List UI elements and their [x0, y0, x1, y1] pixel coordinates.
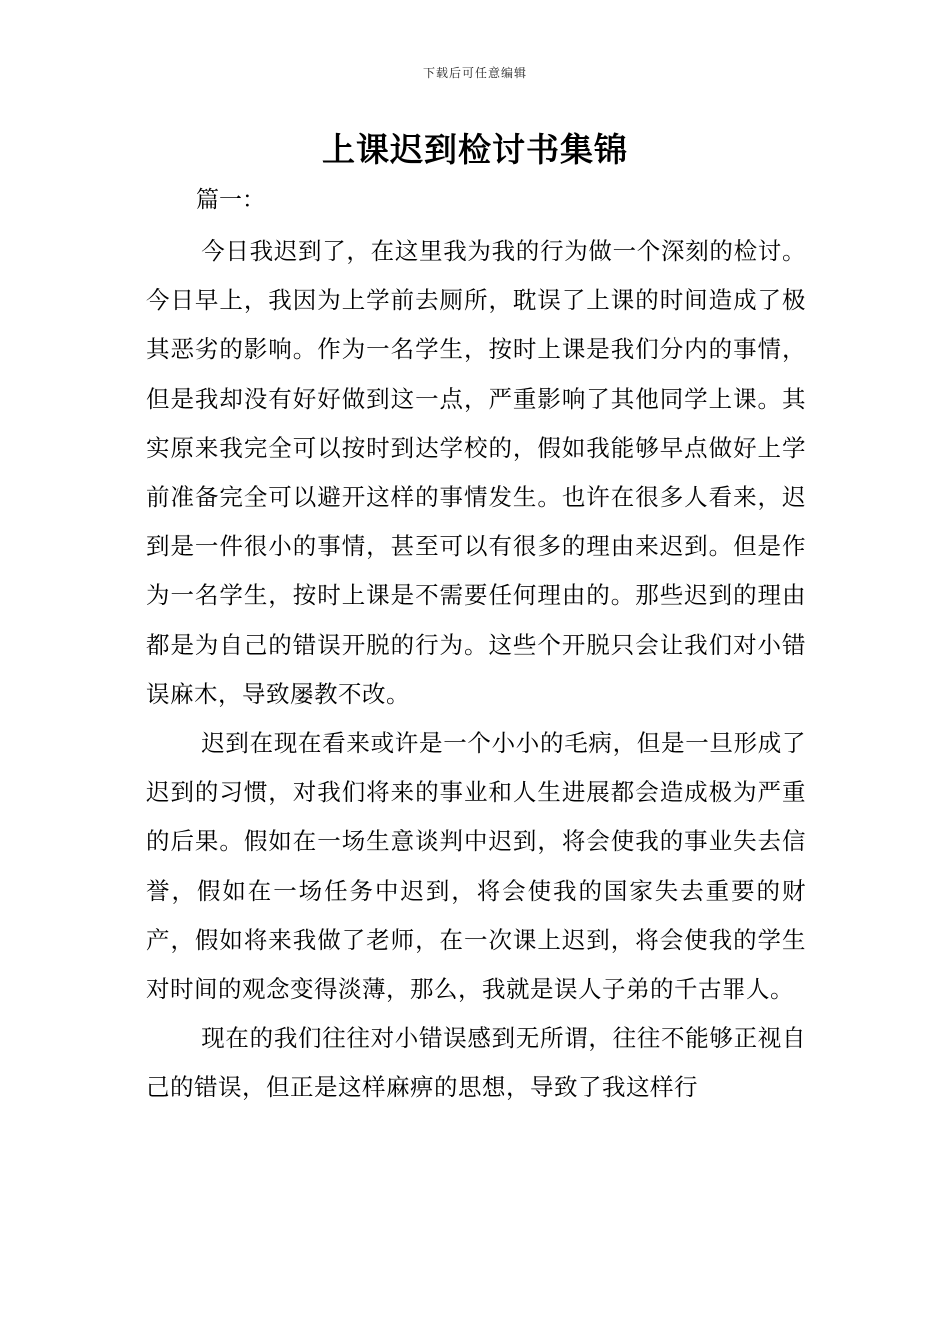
paragraph-2: 迟到在现在看来或许是一个小小的毛病，但是一旦形成了迟到的习惯，对我们将来的事业和人生进展都会造成极为严重的后果。假如在一场生意谈判中迟到，将会使我的事业失去信誉，假如在一场任务中迟到，将会使我的国家失去重要的财产，假如将来我做了老师，在一次课上迟到，将会使我的学生对时间的观念变得淡薄，那么，我就是误人子弟的千古罪人。 [146, 729, 806, 1004]
paragraph-3: 现在的我们往往对小错误感到无所谓，往往不能够正视自己的错误，但正是这样麻痹的思想，导致了我这样行 [146, 1024, 806, 1102]
document-title: 上课迟到检讨书集锦 [322, 130, 628, 169]
page-header-note: 下载后可任意编辑 [422, 66, 527, 80]
paragraph-1: 今日我迟到了，在这里我为我的行为做一个深刻的检讨。今日早上，我因为上学前去厕所，耽误了上课的时间造成了极其恶劣的影响。作为一名学生，按时上课是我们分内的事情，但是我却没有好好做到这一点，严重影响了其他同学上课。其实原来我完全可以按时到达学校的，假如我能够早点做好上学前准备完全可以避开这样的事情发生。也许在很多人看来，迟到是一件很小的事情，甚至可以有很多的理由来迟到。但是作为一名学生，按时上课是不需要任何理由的。那些迟到的理由都是为自己的错误开脱的行为。这些个开脱只会让我们对小错误麻木，导致屡教不改。 [146, 237, 806, 708]
document-body [146, 227, 806, 1113]
section-label: 篇一： [196, 187, 265, 213]
